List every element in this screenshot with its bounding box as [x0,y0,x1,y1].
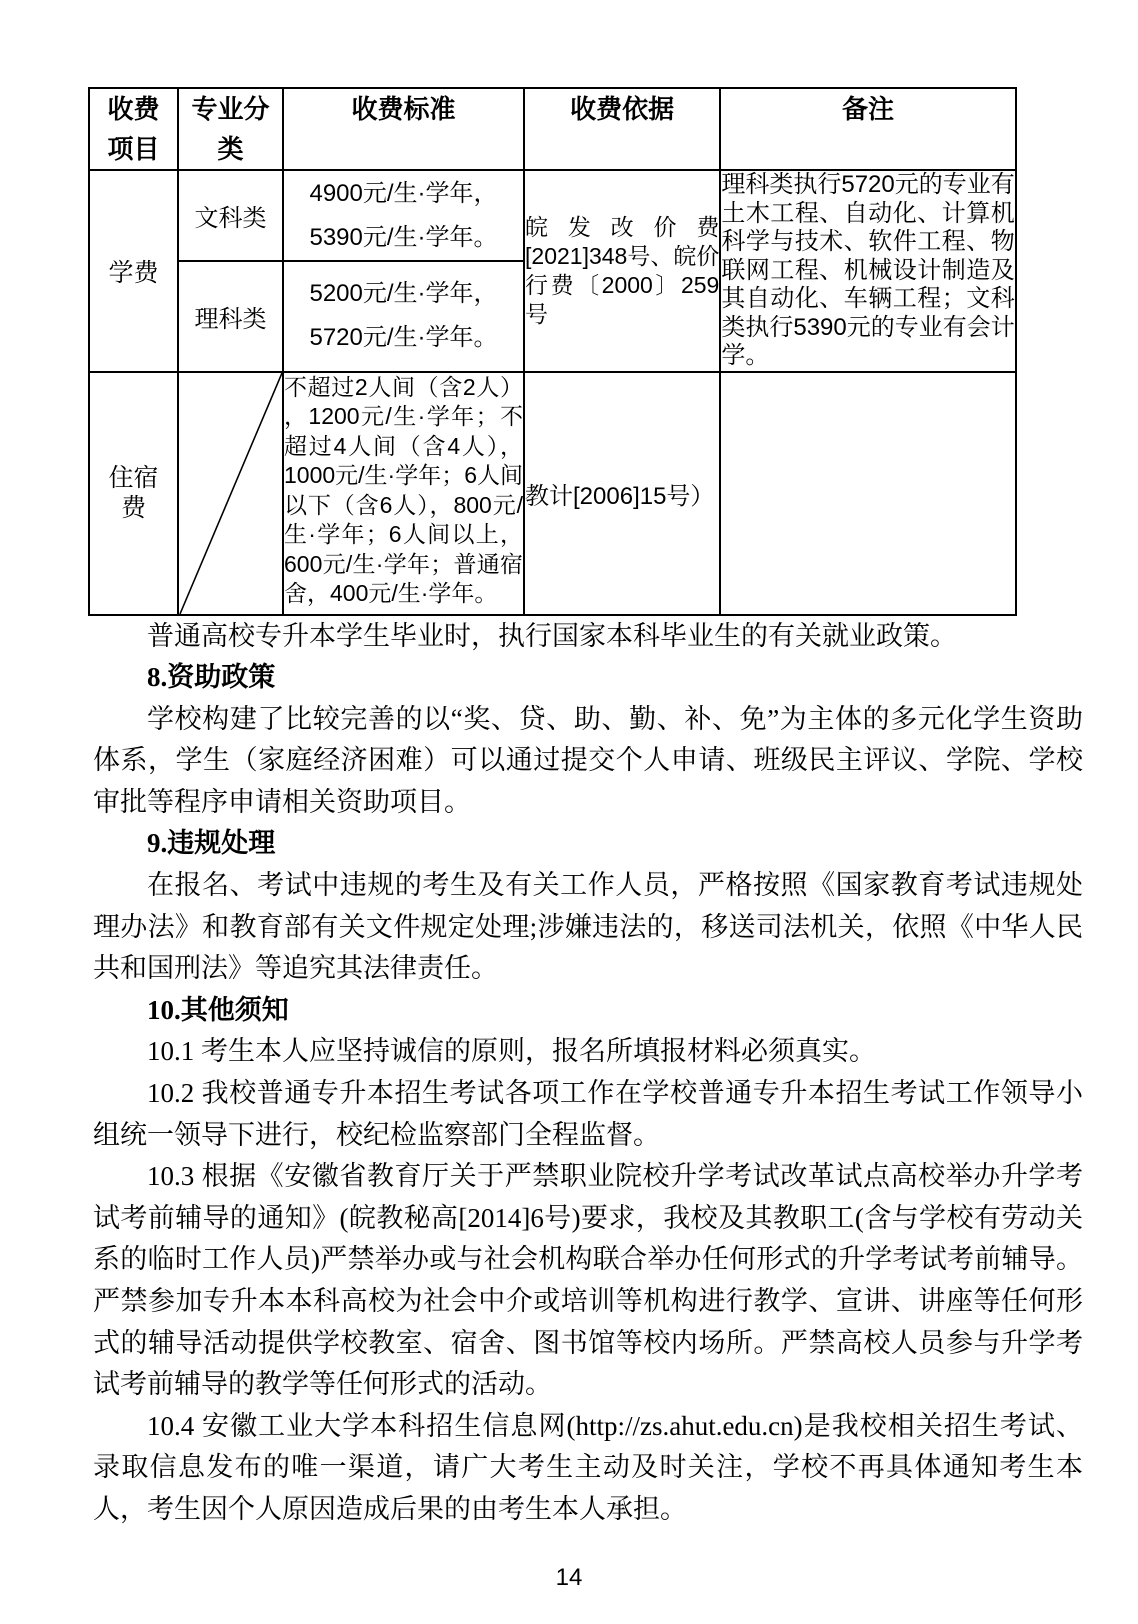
cell-science-category: 理科类 [178,261,283,371]
cell-accommodation-standard [283,372,524,615]
header-category [178,88,283,170]
text-line: 联网工程、机械设计制造及 [721,256,1015,284]
paragraph: 10.1 考生本人应坚持诚信的原则，报名所填报材料必须真实。 [147,1036,876,1067]
text-line: 5720元/生·学年。 [309,324,498,352]
text-line: 5390元/生·学年。 [309,223,498,251]
text-line: 号 [525,300,549,327]
paragraph: 10.3 根据《安徽省教育厅关于严禁职业院校升学考试改革试点高校举办升学考试考前辅导的通知》(皖教秘高[2014]6号)要求，我校及其教职工(含与学校有劳动关系的临时工作人员)严禁举办或与社会机构联合举办任何形式的升学考试考前辅导。严禁参加专升本本科高校为社会中介或培训等机构进行教学、宣讲、讲座等任何形式的辅导活动提供学校教室、宿舍、图书馆等校内场所。严禁高校人员参与升学考试考前辅导的教学等任何形式的活动。 [93,1161,1083,1400]
text-line: 科学与技术、软件工程、物 [721,228,1015,255]
text-line: 以下（含6人），800元/ [284,491,524,518]
text-line: ，1200元/生·学年；不 [284,403,524,429]
fee-table [88,87,1017,616]
header-standard: 收费标准 [283,88,524,170]
paragraph: 10.2 我校普通专升本招生考试各项工作在学校普通专升本招生考试工作领导小组统一领导下进行，校纪检监察部门全程监督。 [93,1078,1083,1150]
text-line: 土木工程、自动化、计算机 [721,199,1015,227]
cell-liberal-standard [283,170,524,261]
text-line: 5200元/生·学年， [309,280,498,308]
page-footer [0,1564,1138,1592]
text-line: 600元/生·学年；普通宿 [284,550,524,577]
text-line: [2021]348号、皖价 [525,242,720,269]
cell-accommodation-remark [720,372,1015,615]
text-line: 住宿 [108,464,159,492]
text-line: 生·学年；6人间以上， [284,521,524,547]
header-basis: 收费依据 [524,88,720,170]
cell-tuition-remark [720,170,1015,372]
text-line: 类 [217,134,244,164]
diagonal-line [179,373,282,614]
text-line: 类执行5390元的专业有会计 [721,313,1015,341]
cell-science-standard [283,261,524,371]
body-text [93,616,1083,1531]
paragraph: 10.4 安徽工业大学本科招生信息网(http://zs.ahut.edu.cn)是我校相关招生考试、录取信息发布的唯一渠道，请广大考生主动及时关注，学校不再具体通知考生本人，考生因个人原因造成后果的由考生本人承担。 [93,1410,1083,1524]
text-line: 专业分 [191,94,270,124]
header-remark: 备注 [720,88,1015,170]
cell-accommodation-category-empty [178,372,283,615]
text-line: 1000元/生·学年；6人间 [284,462,524,488]
cell-tuition-basis [524,170,720,372]
paragraph: 在报名、考试中违规的考生及有关工作人员，严格按照《国家教育考试违规处理办法》和教育部有关文件规定处理;涉嫌违法的，移送司法机关，依照《中华人民共和国刑法》等追究其法律责任。 [93,870,1083,984]
cell-tuition-item: 学费 [89,170,178,372]
text-line: 项目 [107,134,160,164]
cell-accommodation-item [89,372,178,615]
paragraph: 学校构建了比较完善的以“奖、贷、助、勤、补、免”为主体的多元化学生资助体系，学生（家庭经济困难）可以通过提交个人申请、班级民主评议、学院、学校审批等程序申请相关资助项目。 [93,703,1083,817]
text-line: 行费〔2000〕259 [525,271,720,298]
text-line: 其自动化、车辆工程；文科 [721,285,1015,312]
text-line: 费 [120,494,146,522]
header-fee-item [89,88,178,170]
text-line: 学。 [721,342,770,369]
text-line: 4900元/生·学年， [309,179,498,207]
text-line: 舍，400元/生·学年。 [284,580,498,606]
text-line: 收费 [107,94,160,124]
text-line: 不超过2人间（含2人） [284,373,524,400]
cell-accommodation-basis: 教计[2006]15号） [524,372,720,615]
section-heading: 9.违规处理 [147,828,276,859]
paragraph: 普通高校专升本学生毕业时，执行国家本科毕业生的有关就业政策。 [147,620,957,651]
text-line: 皖发改价费 [525,213,720,240]
text-line: 超过4人间（含4人）， [284,432,524,459]
text-line: 理科类执行5720元的专业有 [721,171,1015,198]
section-heading: 10.其他须知 [147,994,289,1025]
section-heading: 8.资助政策 [147,662,276,693]
cell-liberal-category: 文科类 [178,170,283,261]
page-number: 14 [555,1563,583,1591]
